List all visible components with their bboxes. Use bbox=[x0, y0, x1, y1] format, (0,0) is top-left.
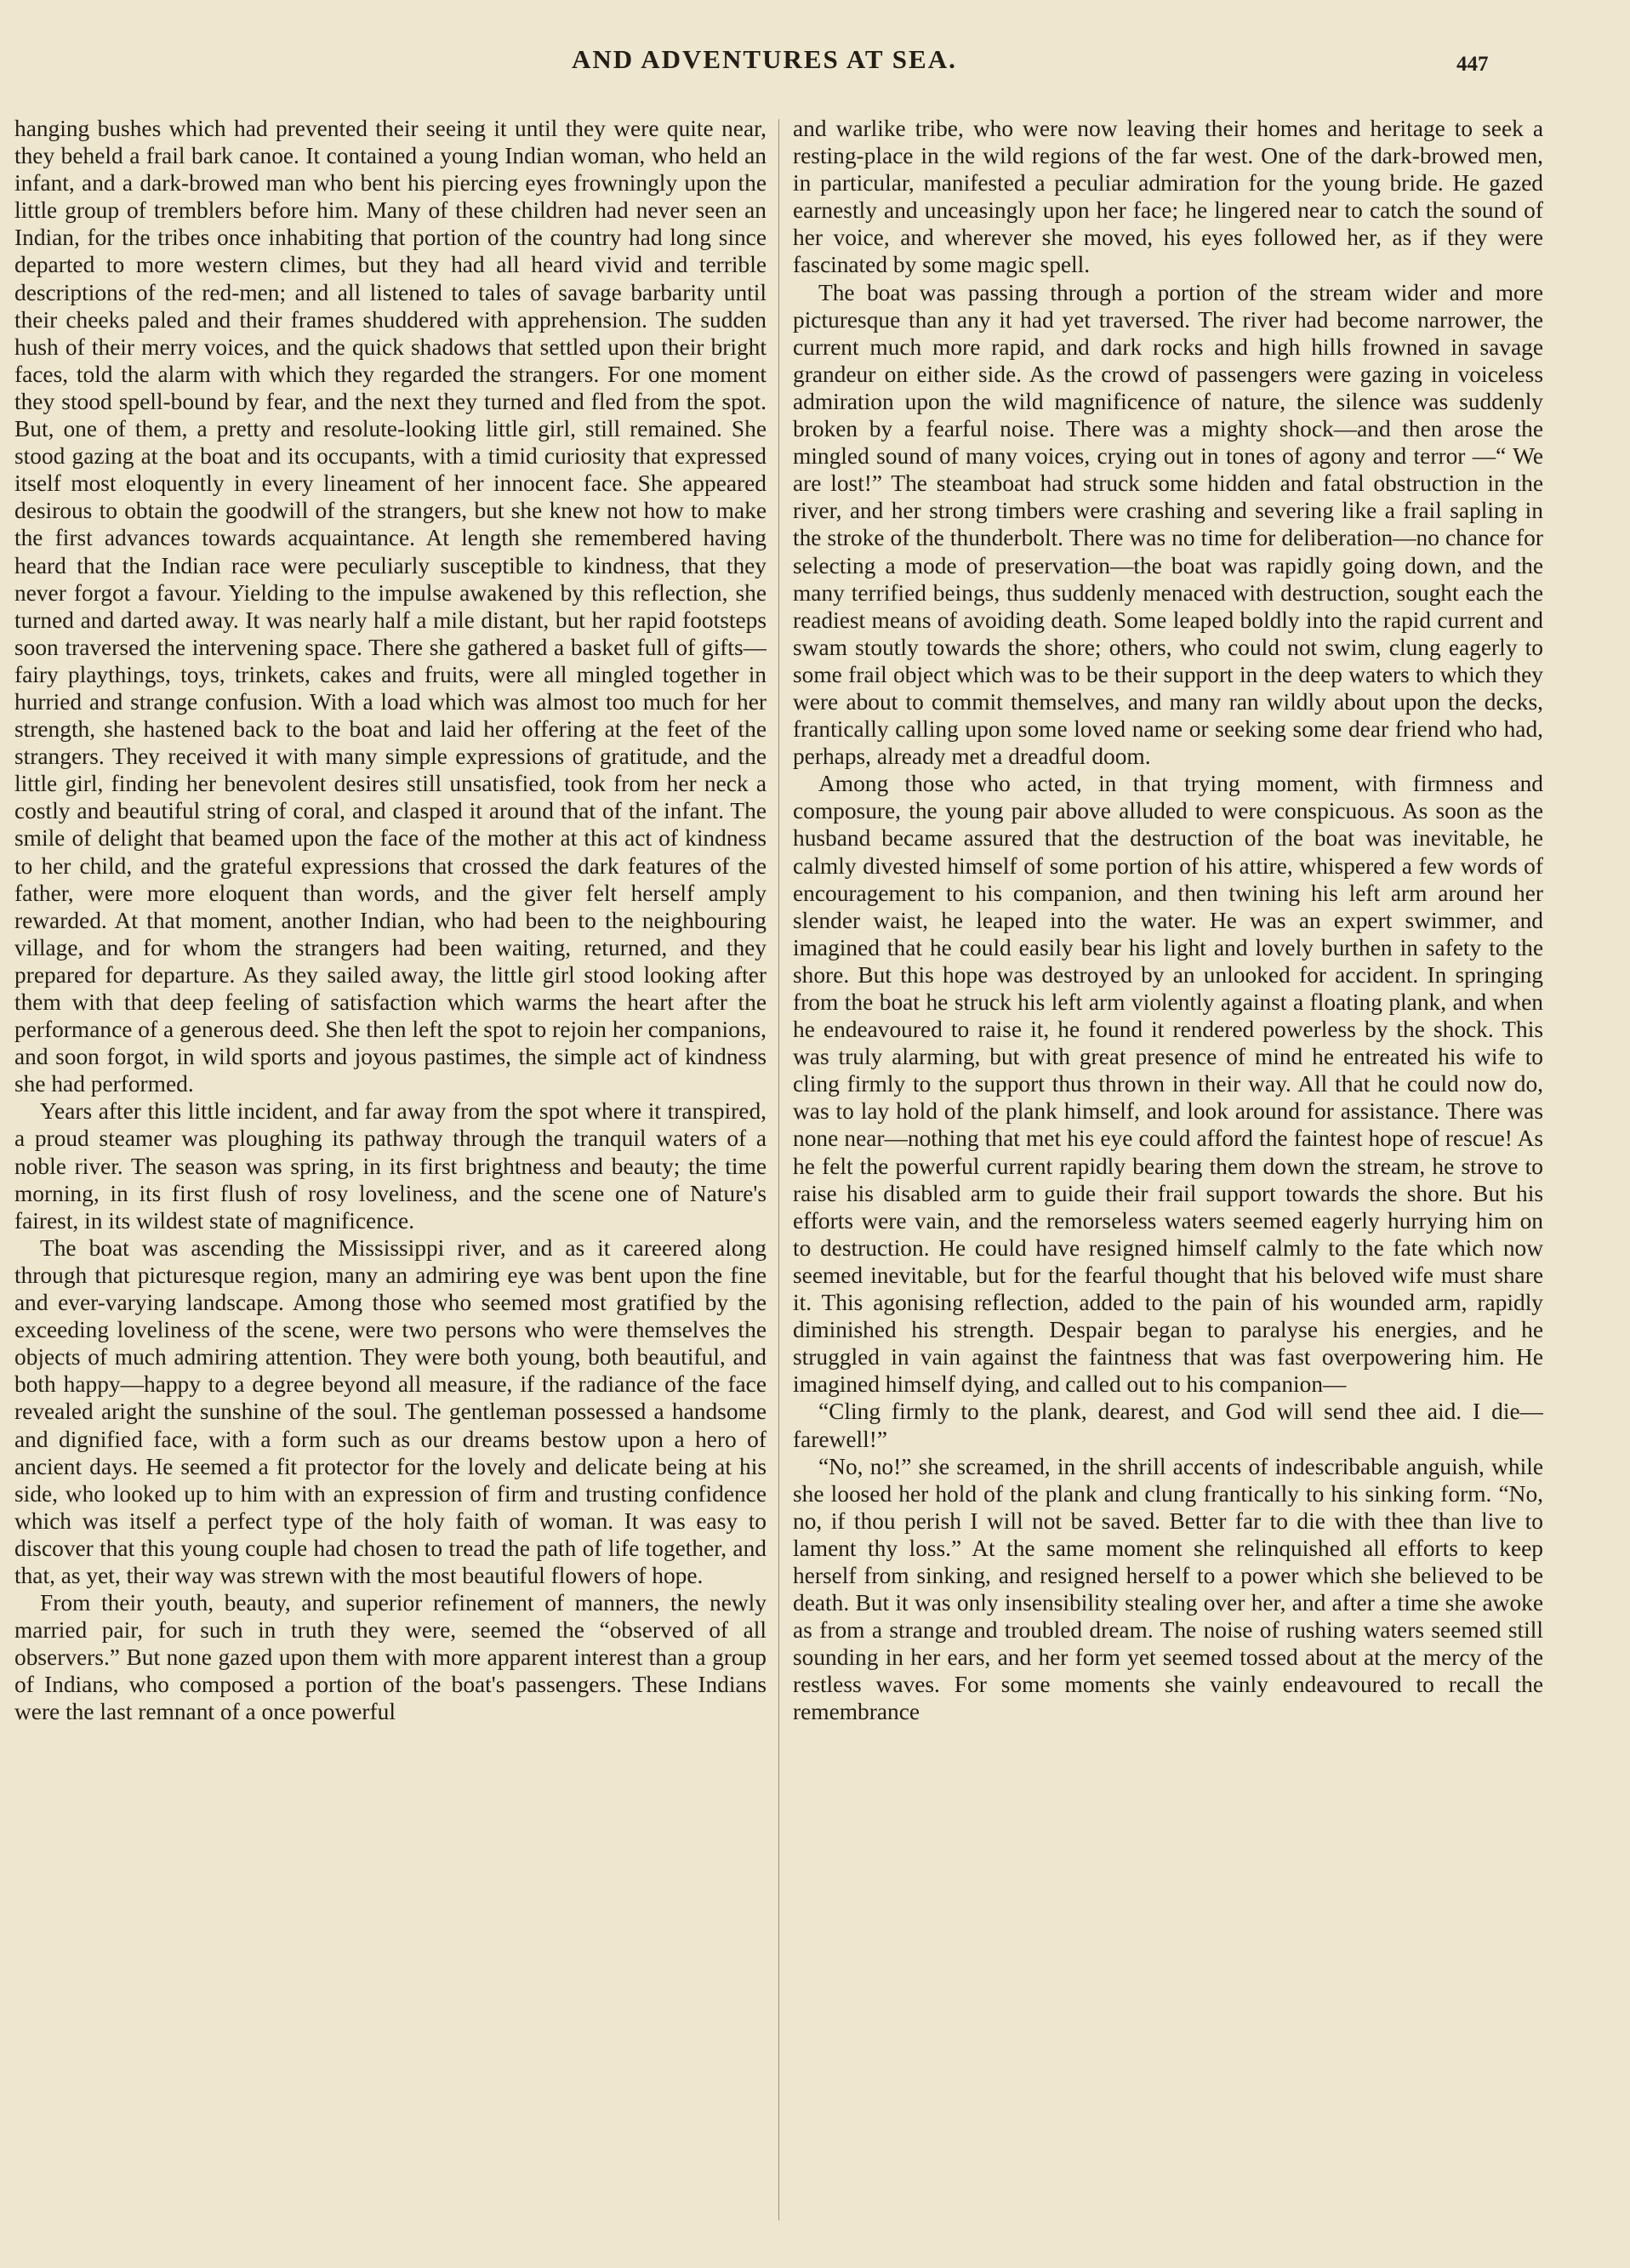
paragraph: hanging bushes which had prevented their seeing it until they were quite near, they beheld a frail bark canoe. It contained a young Indian woman, who held an infant, and a dark-browed man who bent his piercing eyes frowningly upon the little group of tremblers before him. Many of these children had never seen an Indian, for the tribes once inhabiting that portion of the country had long since departed to more western climes, but they had all heard vivid and terrible descriptions of the red-men; and all listened to tales of savage barbarity until their cheeks paled and their frames shuddered with apprehension. The sudden hush of their merry voices, and the quick shadows that settled upon their bright faces, told the alarm with which they regarded the strangers. For one moment they stood spell-bound by fear, and the next they turned and fled from the spot. But, one of them, a pretty and resolute-looking little girl, still remained. She stood gazing at the boat and its occupants, with a timid curiosity that expressed itself most eloquently in every lineament of her innocent face. She appeared desirous to obtain the goodwill of the strangers, but she knew not how to make the first advances towards acquaintance. At length she remembered having heard that the Indian race were peculiarly susceptible to kindness, that they never forgot a favour. Yielding to the impulse awakened by this reflection, she turned and darted away. It was nearly half a mile distant, but her rapid footsteps soon traversed the intervening space. There she gathered a basket full of gifts—fairy playthings, toys, trinkets, cakes and fruits, were all mingled together in hurried and strange confusion. With a load which was almost too much for her strength, she hastened back to the boat and laid her offering at the feet of the strangers. They received it with many simple expressions of gratitude, and the little girl, finding her benevolent desires still unsatisfied, took from her neck a costly and beautiful string of coral, and clasped it around that of the infant. The smile of delight that beamed upon the face of the mother at this act of kindness to her child, and the grateful expressions that crossed the dark features of the father, were more eloquent than words, and the giver felt herself amply rewarded. At that moment, another Indian, who had been to the neighbouring village, and for whom the strangers had been waiting, returned, and they prepared for departure. As they sailed away, the little girl stood looking after them with that deep feeling of satisfaction which warms the heart after the performance of a generous deed. She then left the spot to rejoin her companions, and soon forgot, in wild sports and joyous pastimes, the simple act of kindness she had performed. bbox=[14, 116, 767, 1097]
paragraph: The boat was ascending the Mississippi river, and as it careered along through that picturesque region, many an admiring eye was bent upon the fine and ever-varying landscape. Among those who seemed most gratified by the exceeding loveliness of the scene, were two persons who were themselves the objects of much admiring attention. They were both young, both beautiful, and both happy—happy to a degree beyond all measure, if the radiance of the face revealed aright the sunshine of the soul. The gentleman possessed a handsome and dignified face, with a form such as our dreams bestow upon a hero of ancient days. He seemed a fit protector for the lovely and delicate being at his side, who looked up to him with an expression of firm and trusting confidence which was itself a perfect type of the holy faith of woman. It was easy to discover that this young couple had chosen to tread the path of life together, and that, as yet, their way was strewn with the most beautiful flowers of hope. bbox=[14, 1234, 767, 1588]
right-column bbox=[793, 115, 1543, 2191]
paragraph: Among those who acted, in that trying moment, with firmness and composure, the young pair above alluded to were conspicuous. As soon as the husband became assured that the destruction of the boat was inevitable, he calmly divested himself of some portion of his attire, whispered a few words of encouragement to his companion, and then twining his left arm around her slender waist, he leaped into the water. He was an expert swimmer, and imagined that he could easily bear his light and lovely burthen in safety to the shore. But this hope was destroyed by an unlooked for accident. In springing from the boat he struck his left arm violently against a floating plank, and when he endeavoured to raise it, he found it rendered powerless by the shock. This was truly alarming, but with great presence of mind he entreated his wife to cling firmly to the support thus thrown in their way. All that he could now do, was to lay hold of the plank himself, and look around for assistance. There was none near—nothing that met his eye could afford the faintest hope of rescue! As he felt the powerful current rapidly bearing them down the stream, he strove to raise his disabled arm to guide their frail support towards the shore. But his efforts were vain, and the remorseless waters seemed eagerly hurrying him on to destruction. He could have resigned himself calmly to the fate which now seemed inevitable, but for the fearful thought that his beloved wife must share it. This agonising reflection, added to the pain of his wounded arm, rapidly diminished his strength. Despair began to paralyse his energies, and he struggled in vain against the faintness that was fast overpowering him. He imagined himself dying, and called out to his companion— bbox=[793, 771, 1543, 1398]
paragraph: From their youth, beauty, and superior refinement of manners, the newly married pair, for such in truth they were, seemed the “observed of all observers.” But none gazed upon them with more apparent interest than a group of Indians, who composed a portion of the boat's passengers. These Indians were the last remnant of a once powerful bbox=[14, 1590, 767, 1725]
paragraph: and warlike tribe, who were now leaving their homes and heritage to seek a resting-place in the wild regions of the far west. One of the dark-browed men, in particular, manifested a peculiar admiration for the young bride. He gazed earnestly and unceasingly upon her face; he lingered near to catch the sound of her voice, and wherever she moved, his eyes followed her, as if they were fascinated by some magic spell. bbox=[793, 116, 1543, 278]
page-number: 447 bbox=[1456, 53, 1489, 76]
paragraph: Years after this little incident, and far away from the spot where it transpired, a proud steamer was ploughing its pathway through the tranquil waters of a noble river. The season was spring, in its first brightness and beauty; the time morning, in its first flush of rosy loveliness, and the scene one of Nature's fairest, in its wildest state of magnificence. bbox=[14, 1098, 767, 1234]
left-column bbox=[14, 115, 767, 2191]
page-header bbox=[0, 41, 1630, 92]
running-title: AND ADVENTURES AT SEA. bbox=[572, 44, 957, 74]
paragraph: “No, no!” she screamed, in the shrill accents of indescribable anguish, while she loosed her hold of the plank and clung frantically to his sinking form. “No, no, if thou perish I will not be saved. Better far to die with thee than live to lament thy loss.” At the same moment she relinquished all efforts to keep herself from sinking, and resigned herself to a power which she believed to be death. But it was only insensibility stealing over her, and after a time she awoke as from a strange and troubled dream. The noise of rushing waters seemed still sounding in her ears, and her form yet seemed tossed about at the mercy of the restless waves. For some moments she vainly endeavoured to recall the remembrance bbox=[793, 1453, 1543, 1725]
paragraph: “Cling firmly to the plank, dearest, and God will send thee aid. I die—farewell!” bbox=[793, 1399, 1543, 1452]
column-divider bbox=[778, 119, 779, 2220]
paragraph: The boat was passing through a portion of the stream wider and more picturesque than any it had yet traversed. The river had become narrower, the current much more rapid, and dark rocks and high hills frowned in savage grandeur on either side. As the crowd of passengers were gazing in voiceless admiration upon the wild magnificence of nature, the silence was suddenly broken by a fearful noise. There was a mighty shock—and then arose the mingled sound of many voices, crying out in tones of agony and terror —“ We are lost!” The steamboat had struck some hidden and fatal obstruction in the river, and her strong timbers were crashing and severing like a frail sapling in the stroke of the thunderbolt. There was no time for deliberation—no chance for selecting a mode of preservation—the boat was rapidly going down, and the many terrified beings, thus suddenly menaced with destruction, sought each the readiest means of avoiding death. Some leaped boldly into the rapid current and swam stoutly towards the shore; others, who could not swim, clung eagerly to some frail object which was to be their support in the deep waters to which they were about to commit themselves, and many ran wildly about upon the decks, frantically calling upon some loved name or seeking some dear friend who had, perhaps, already met a dreadful doom. bbox=[793, 279, 1543, 770]
